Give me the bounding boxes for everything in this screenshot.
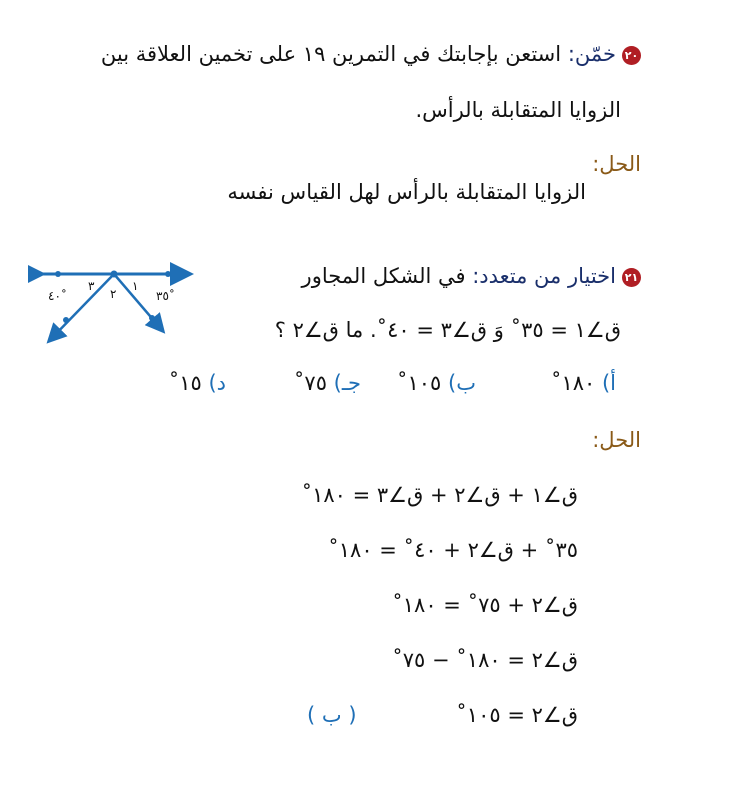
option-value: ١٥˚ [168, 371, 202, 395]
angle-label-40: ٤٠˚ [48, 289, 67, 303]
question-number-badge: ٢٠ [622, 46, 641, 65]
question-text: استعن بإجابتك في التمرين ١٩ على تخمين العلاقة بين [100, 42, 562, 66]
left-ray [50, 274, 117, 340]
option-value: ٧٥˚ [293, 371, 327, 395]
option-label: أ) [601, 371, 616, 395]
question-20-line2: الزوايا المتقابلة بالرأس. [415, 98, 621, 122]
question-keyword: اختيار من متعدد: [472, 264, 616, 288]
solution-text: الزوايا المتقابلة بالرأس لهل القياس نفسه [227, 180, 586, 204]
solution-step-1: ق∠١ + ق∠٢ + ق∠٣ = ١٨٠˚ [301, 483, 578, 507]
solution-label: الحل: [592, 428, 641, 452]
solution-step-2: ٣٥˚ + ق∠٢ + ٤٠˚ = ١٨٠˚ [328, 538, 578, 562]
angle-label-3: ٣ [88, 279, 95, 293]
option-d[interactable] [169, 371, 226, 395]
angle-figure [28, 258, 200, 348]
question-given: ق∠١ = ٣٥˚ وَ ق∠٣ = ٤٠˚. ما ق∠٢ ؟ [274, 318, 621, 342]
angle-label-1: ١ [132, 279, 139, 293]
option-label: ب) [448, 371, 476, 395]
option-c[interactable] [294, 371, 361, 395]
question-keyword: خمّن: [567, 42, 616, 66]
left-point [63, 317, 69, 323]
right-point [149, 315, 155, 321]
question-20-line1 [101, 42, 641, 66]
option-label: جـ) [333, 371, 361, 395]
option-label: د) [208, 371, 226, 395]
option-a[interactable] [551, 371, 616, 395]
final-answer: ( ب ) [307, 703, 357, 727]
option-b[interactable] [397, 371, 476, 395]
angle-label-2: ٢ [110, 287, 117, 301]
angle-label-35: ٣٥˚ [156, 289, 175, 303]
vertex-point [111, 271, 118, 278]
option-value: ١٠٥˚ [397, 371, 442, 395]
question-text: في الشكل المجاور [301, 264, 466, 288]
line-point-left [55, 271, 61, 277]
question-21-line1 [302, 264, 641, 288]
solution-step-3: ق∠٢ + ٧٥˚ = ١٨٠˚ [392, 593, 578, 617]
solution-step-4: ق∠٢ = ١٨٠˚ − ٧٥˚ [392, 648, 578, 672]
solution-label: الحل: [592, 152, 641, 176]
option-value: ١٨٠˚ [550, 371, 596, 395]
question-number-badge: ٢١ [622, 268, 641, 287]
solution-step-5: ق∠٢ = ١٠٥˚ [456, 703, 578, 727]
line-point-right [165, 271, 171, 277]
